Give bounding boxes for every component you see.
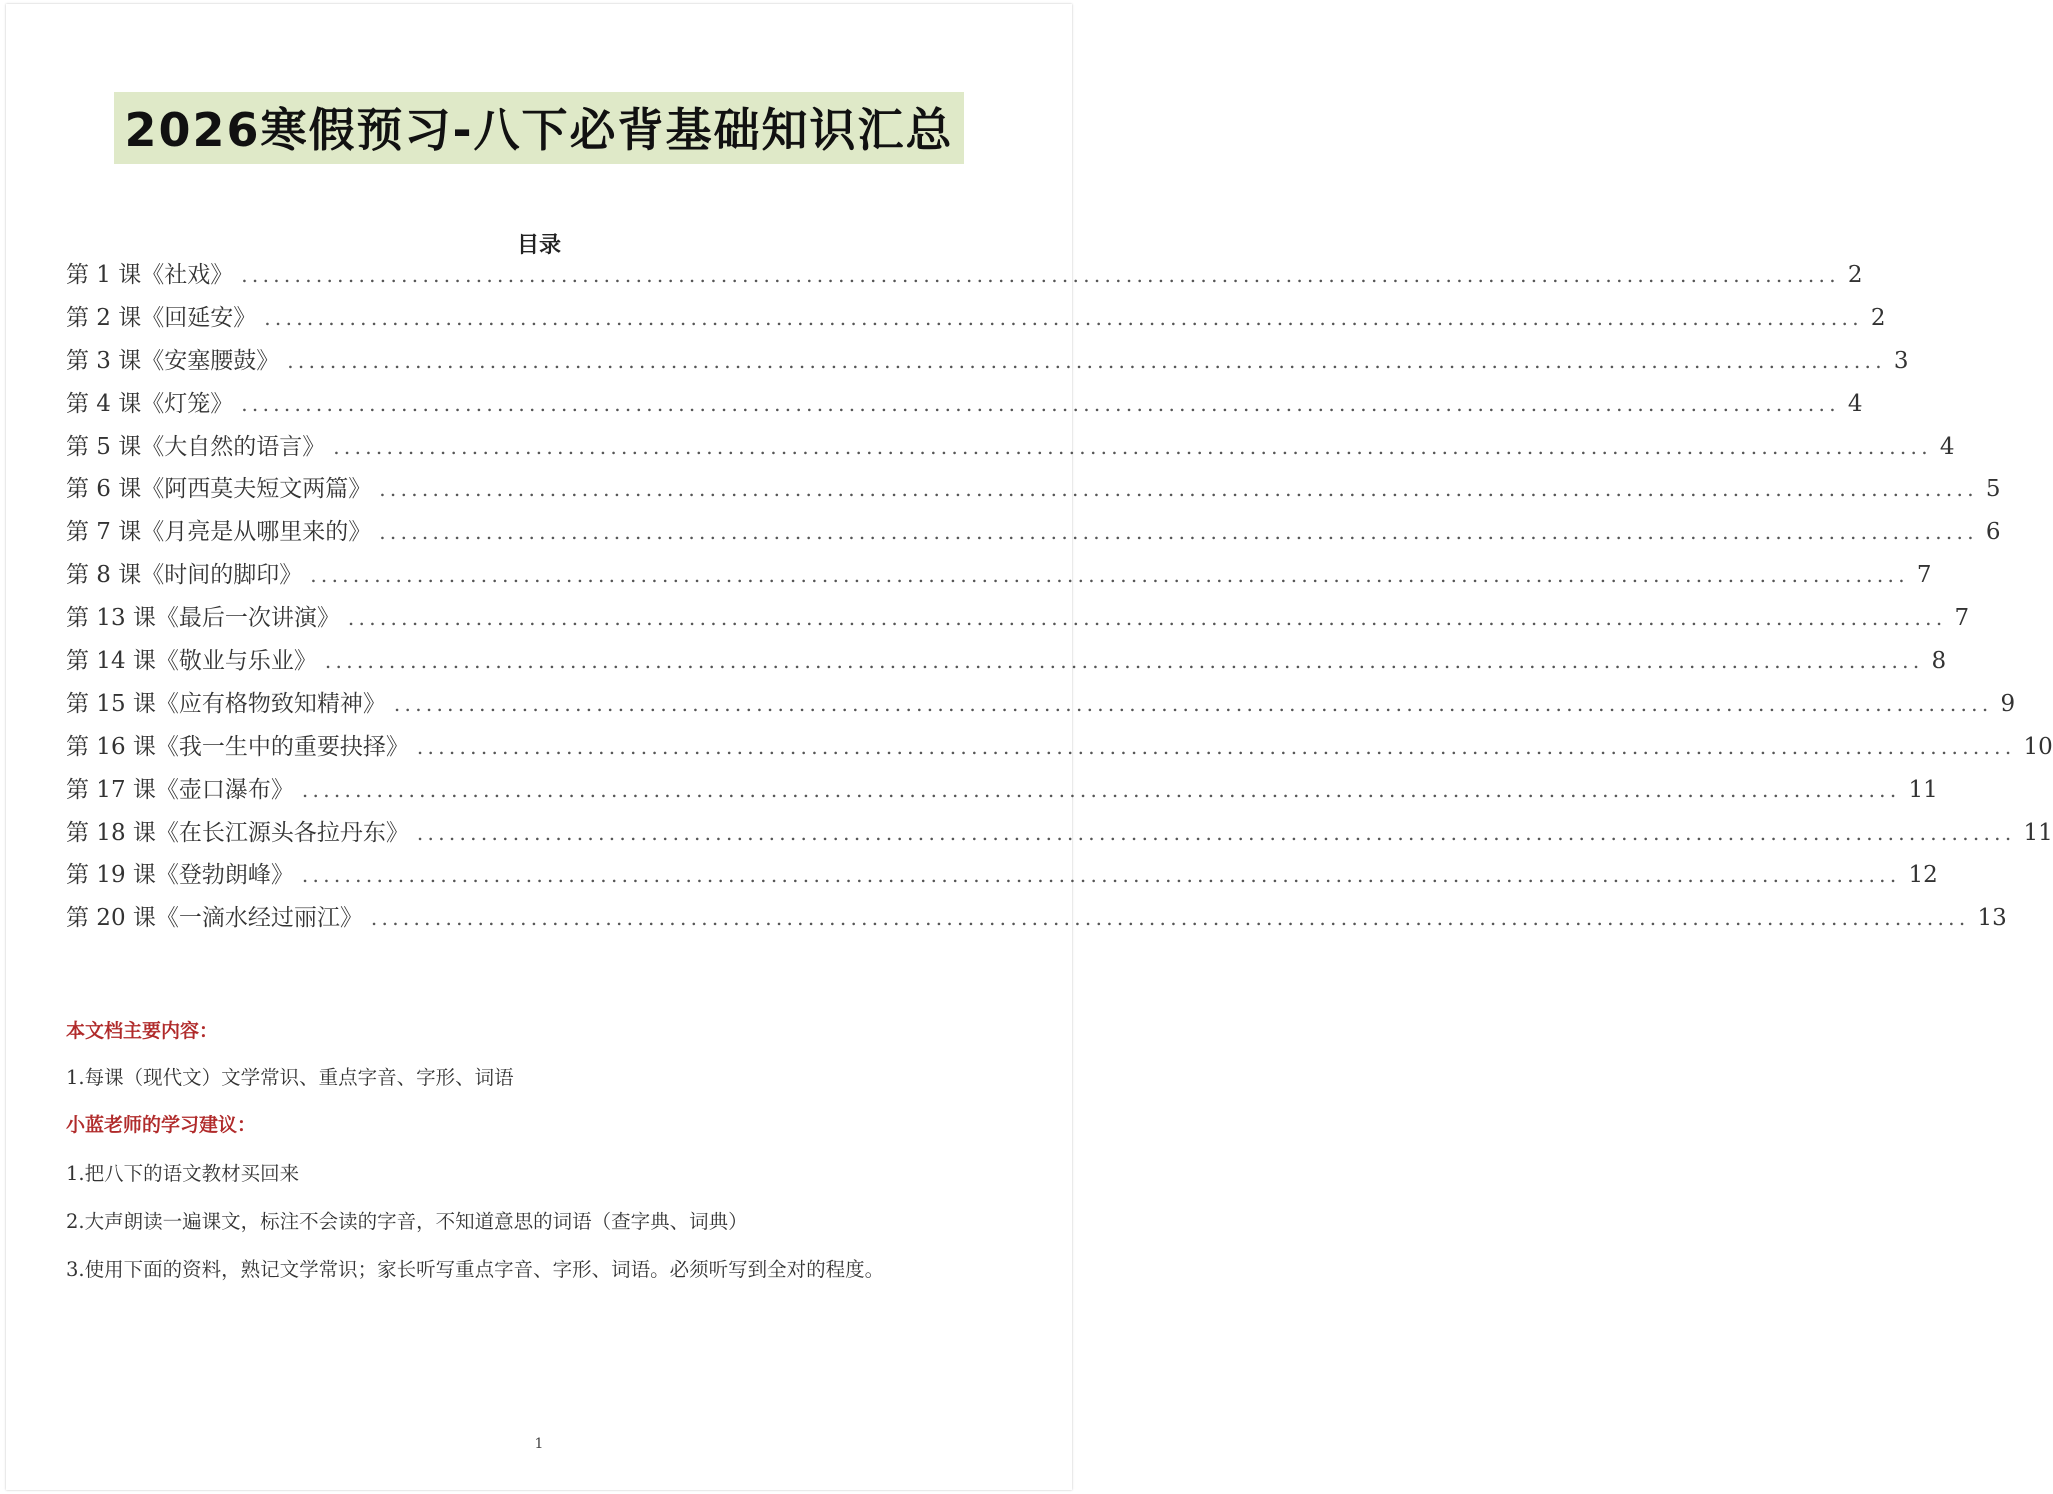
- toc-entry-page: 10: [2023, 733, 2053, 760]
- toc-leader-dots: ......................................................................................................................................................: [324, 649, 1924, 674]
- toc-entry-label: 第 6 课《阿西莫夫短文两篇》: [66, 476, 372, 503]
- toc-entry[interactable]: [66, 513, 2001, 556]
- toc-heading: 目录: [516, 233, 561, 258]
- toc-leader-dots: ......................................................................................................................................................: [416, 820, 2016, 845]
- toc-entry-page: 2: [1870, 304, 1886, 331]
- toc-leader-dots: ......................................................................................................................................................: [379, 477, 1978, 502]
- toc-leader-dots: ......................................................................................................................................................: [379, 520, 1978, 545]
- toc-entry[interactable]: [66, 470, 2001, 513]
- toc-entry-page: 11: [1908, 776, 1938, 803]
- toc-entry[interactable]: [66, 385, 1863, 428]
- toc-entry-label: 第 15 课《应有格物致知精神》: [66, 690, 386, 717]
- toc-entry[interactable]: [66, 556, 1932, 599]
- toc-entry[interactable]: [66, 256, 1863, 299]
- toc-entry-page: 4: [1847, 390, 1863, 417]
- toc-entry-label: 第 13 课《最后一次讲演》: [66, 605, 340, 632]
- toc-entry-label: 第 3 课《安塞腰鼓》: [66, 347, 280, 374]
- toc-entry-page: 5: [1985, 476, 2001, 503]
- toc-leader-dots: ......................................................................................................................................................: [416, 734, 2016, 759]
- toc-leader-dots: ......................................................................................................................................................: [370, 906, 1970, 931]
- advice-item: 3.使用下面的资料，熟记文学常识；家长听写重点字音、字形、词语。必须听写到全对的程度。: [66, 1258, 885, 1281]
- page-number: 1: [534, 1436, 544, 1452]
- toc-entry-label: 第 2 课《回延安》: [66, 304, 257, 331]
- toc-entry-page: 8: [1931, 648, 1947, 675]
- toc-entry-label: 第 14 课《敬业与乐业》: [66, 648, 317, 675]
- toc-entry-label: 第 1 课《社戏》: [66, 262, 234, 288]
- toc-entry-label: 第 8 课《时间的脚印》: [66, 562, 303, 589]
- toc-entry[interactable]: [66, 599, 1970, 642]
- toc-entry[interactable]: [66, 899, 2007, 942]
- table-of-contents: [66, 256, 2053, 942]
- toc-leader-dots: ......................................................................................................................................................: [301, 863, 1901, 888]
- toc-entry[interactable]: [66, 771, 1938, 814]
- toc-entry-label: 第 5 课《大自然的语言》: [66, 433, 326, 460]
- toc-entry-label: 第 4 课《灯笼》: [66, 390, 234, 417]
- toc-entry-page: 7: [1954, 605, 1970, 632]
- toc-leader-dots: ......................................................................................................................................................: [241, 263, 1840, 287]
- toc-entry-label: 第 7 课《月亮是从哪里来的》: [66, 519, 372, 546]
- toc-entry-page: 3: [1893, 347, 1909, 374]
- toc-leader-dots: ......................................................................................................................................................: [241, 391, 1840, 416]
- toc-entry[interactable]: [66, 428, 1955, 471]
- toc-leader-dots: ......................................................................................................................................................: [264, 305, 1863, 330]
- toc-entry[interactable]: [66, 856, 1938, 899]
- advice-item: 1.把八下的语文教材买回来: [66, 1162, 300, 1185]
- toc-entry-page: 4: [1939, 433, 1955, 460]
- toc-entry-label: 第 17 课《壶口瀑布》: [66, 776, 294, 803]
- toc-entry[interactable]: [66, 728, 2053, 771]
- toc-entry-page: 7: [1916, 562, 1932, 589]
- title-wrapper: [6, 92, 1072, 164]
- toc-leader-dots: ......................................................................................................................................................: [333, 434, 1932, 459]
- toc-entry-page: 9: [2000, 690, 2016, 717]
- main-content-item: 1.每课（现代文）文学常识、重点字音、字形、词语: [66, 1066, 514, 1089]
- toc-entry[interactable]: [66, 299, 1886, 342]
- toc-entry[interactable]: [66, 685, 2016, 728]
- toc-leader-dots: ......................................................................................................................................................: [301, 777, 1901, 802]
- toc-entry-label: 第 19 课《登勃朗峰》: [66, 862, 294, 889]
- document-title: 2026寒假预习-八下必背基础知识汇总: [114, 92, 963, 164]
- toc-entry-page: 2: [1847, 262, 1863, 288]
- toc-leader-dots: ......................................................................................................................................................: [347, 606, 1947, 631]
- toc-entry-label: 第 20 课《一滴水经过丽江》: [66, 905, 363, 932]
- toc-entry[interactable]: [66, 814, 2053, 857]
- toc-leader-dots: ......................................................................................................................................................: [393, 691, 1993, 716]
- toc-entry-page: 12: [1908, 862, 1938, 889]
- toc-entry-page: 6: [1985, 519, 2001, 546]
- document-page: [6, 4, 2053, 1490]
- toc-entry[interactable]: [66, 342, 1909, 385]
- toc-entry[interactable]: [66, 642, 1947, 685]
- toc-entry-label: 第 18 课《在长江源头各拉丹东》: [66, 819, 409, 846]
- toc-entry-page: 13: [1977, 905, 2007, 932]
- main-content-heading: 本文档主要内容：: [66, 1020, 219, 1042]
- advice-item: 2.大声朗读一遍课文，标注不会读的字音，不知道意思的词语（查字典、词典）: [66, 1210, 748, 1233]
- toc-leader-dots: ......................................................................................................................................................: [310, 563, 1909, 588]
- toc-entry-page: 11: [2023, 819, 2053, 846]
- advice-heading: 小蓝老师的学习建议：: [66, 1114, 257, 1136]
- toc-leader-dots: ......................................................................................................................................................: [287, 348, 1886, 373]
- toc-entry-label: 第 16 课《我一生中的重要抉择》: [66, 733, 409, 760]
